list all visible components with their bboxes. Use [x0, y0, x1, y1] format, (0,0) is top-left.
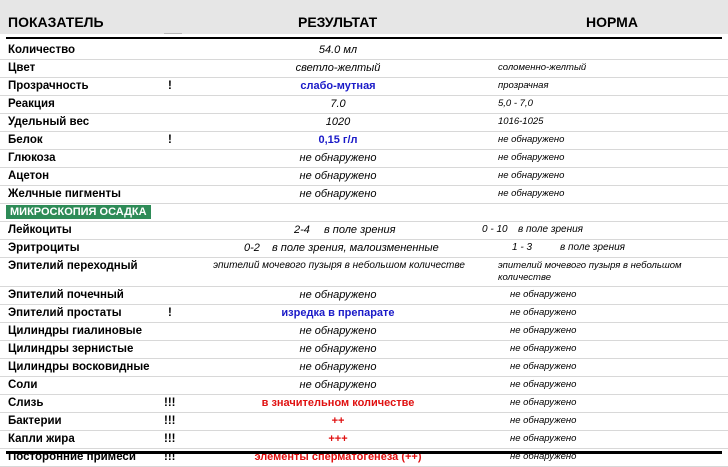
row-result: 54.0 мл — [318, 44, 358, 56]
row-label: Количество — [8, 44, 76, 56]
column-header-indicator: ПОКАЗАТЕЛЬ — [8, 14, 104, 30]
row-norm: не обнаружено — [510, 451, 577, 462]
row-result: в значительном количестве — [261, 397, 415, 409]
table-row — [0, 413, 728, 431]
row-norm: не обнаружено — [510, 379, 577, 390]
table-row — [0, 150, 728, 168]
row-result: 1020 — [325, 116, 351, 128]
abnormal-flag: ! — [168, 134, 172, 146]
row-result-value: 0-2 — [244, 242, 260, 254]
table-row — [0, 323, 728, 341]
row-norm: эпителий мочевого пузыря в небольшом количестве — [498, 260, 682, 283]
column-header-norm: НОРМА — [586, 14, 638, 30]
abnormal-flag: ! — [168, 80, 172, 92]
row-label: Капли жира — [8, 433, 75, 445]
row-norm-value: 1 - 3 — [512, 242, 533, 253]
row-norm: не обнаружено — [498, 152, 565, 163]
row-result: не обнаружено — [299, 152, 377, 164]
row-label: Прозрачность — [8, 80, 89, 92]
table-row — [0, 222, 728, 240]
row-norm: 1016-1025 — [498, 116, 544, 127]
row-result: изредка в препарате — [281, 307, 395, 319]
row-label: Слизь — [8, 397, 44, 409]
table-row — [0, 60, 728, 78]
row-result: не обнаружено — [299, 361, 377, 373]
row-norm: не обнаружено — [498, 134, 565, 145]
table-row — [0, 240, 728, 258]
row-label: Эпителий почечный — [8, 289, 124, 301]
row-result-unit: в поле зрения, малоизмененные — [272, 242, 439, 254]
table-row — [0, 377, 728, 395]
row-label: Соли — [8, 379, 38, 391]
row-label: Ацетон — [8, 170, 50, 182]
row-norm: не обнаружено — [510, 397, 577, 408]
table-row — [0, 395, 728, 413]
row-label: Эпителий простаты — [8, 307, 122, 319]
row-result: не обнаружено — [299, 379, 377, 391]
row-norm: не обнаружено — [498, 188, 565, 199]
header-rule — [6, 37, 722, 39]
table-row — [0, 341, 728, 359]
row-result: +++ — [328, 433, 348, 445]
row-result-unit: в поле зрения — [324, 224, 396, 236]
row-label: Реакция — [8, 98, 55, 110]
row-label: Удельный вес — [8, 116, 90, 128]
row-result: светло-желтый — [295, 62, 381, 74]
table-row — [0, 287, 728, 305]
row-result: не обнаружено — [299, 188, 377, 200]
row-norm: не обнаружено — [510, 325, 577, 336]
row-norm: не обнаружено — [510, 361, 577, 372]
row-norm-value: 0 - 10 — [482, 224, 508, 235]
bottom-rule — [6, 451, 722, 454]
table-row — [0, 78, 728, 96]
table-header — [0, 0, 728, 34]
row-result-value: 2-4 — [294, 224, 310, 236]
abnormal-flag: !!! — [164, 433, 176, 445]
table-row — [0, 168, 728, 186]
row-label: Цилиндры гиалиновые — [8, 325, 143, 337]
row-label: Эритроциты — [8, 242, 80, 254]
table-row — [0, 186, 728, 204]
row-result: не обнаружено — [299, 289, 377, 301]
row-label: Бактерии — [8, 415, 62, 427]
row-result: элементы сперматогенеза (++) — [254, 451, 422, 463]
table-row — [0, 132, 728, 150]
table-row — [0, 114, 728, 132]
row-label: Белок — [8, 134, 43, 146]
row-label: Лейкоциты — [8, 224, 72, 236]
row-result: эпителий мочевого пузыря в небольшом количестве — [213, 260, 465, 271]
row-result: не обнаружено — [299, 325, 377, 337]
row-norm: не обнаружено — [510, 343, 577, 354]
table-row — [0, 96, 728, 114]
row-norm: прозрачная — [498, 80, 549, 91]
table-row — [0, 431, 728, 449]
row-label: Цвет — [8, 62, 36, 74]
row-norm: не обнаружено — [510, 307, 577, 318]
table-row — [0, 359, 728, 377]
row-norm: не обнаружено — [510, 289, 577, 300]
table-row — [0, 42, 728, 60]
table-row — [0, 258, 728, 287]
header-divider-mark — [164, 33, 182, 34]
row-label: Посторонние примеси — [8, 451, 136, 463]
row-result: 7.0 — [330, 98, 346, 110]
row-label: Глюкоза — [8, 152, 56, 164]
column-header-result: РЕЗУЛЬТАТ — [298, 14, 378, 30]
abnormal-flag: !!! — [164, 397, 176, 409]
row-norm: соломенно-желтый — [498, 62, 587, 73]
row-label: Желчные пигменты — [8, 188, 121, 200]
row-result: не обнаружено — [299, 170, 377, 182]
row-result: ++ — [331, 415, 345, 427]
row-norm-unit: в поле зрения — [518, 224, 583, 235]
table-row — [0, 305, 728, 323]
row-result: 0,15 г/л — [318, 134, 358, 146]
section-badge-microscopy: МИКРОСКОПИЯ ОСАДКА — [6, 205, 151, 219]
row-norm-unit: в поле зрения — [560, 242, 625, 253]
row-norm: не обнаружено — [510, 433, 577, 444]
abnormal-flag: !!! — [164, 415, 176, 427]
row-norm: 5,0 - 7,0 — [498, 98, 533, 109]
row-result: не обнаружено — [299, 343, 377, 355]
row-norm: не обнаружено — [498, 170, 565, 181]
section-row-microscopy — [0, 204, 728, 222]
row-label: Эпителий переходный — [8, 260, 138, 272]
row-label: Цилиндры восковидные — [8, 361, 150, 373]
row-norm: не обнаружено — [510, 415, 577, 426]
abnormal-flag: !!! — [164, 451, 176, 463]
row-label: Цилиндры зернистые — [8, 343, 134, 355]
abnormal-flag: ! — [168, 307, 172, 319]
results-table — [0, 42, 728, 467]
row-result: слабо-мутная — [300, 80, 376, 92]
